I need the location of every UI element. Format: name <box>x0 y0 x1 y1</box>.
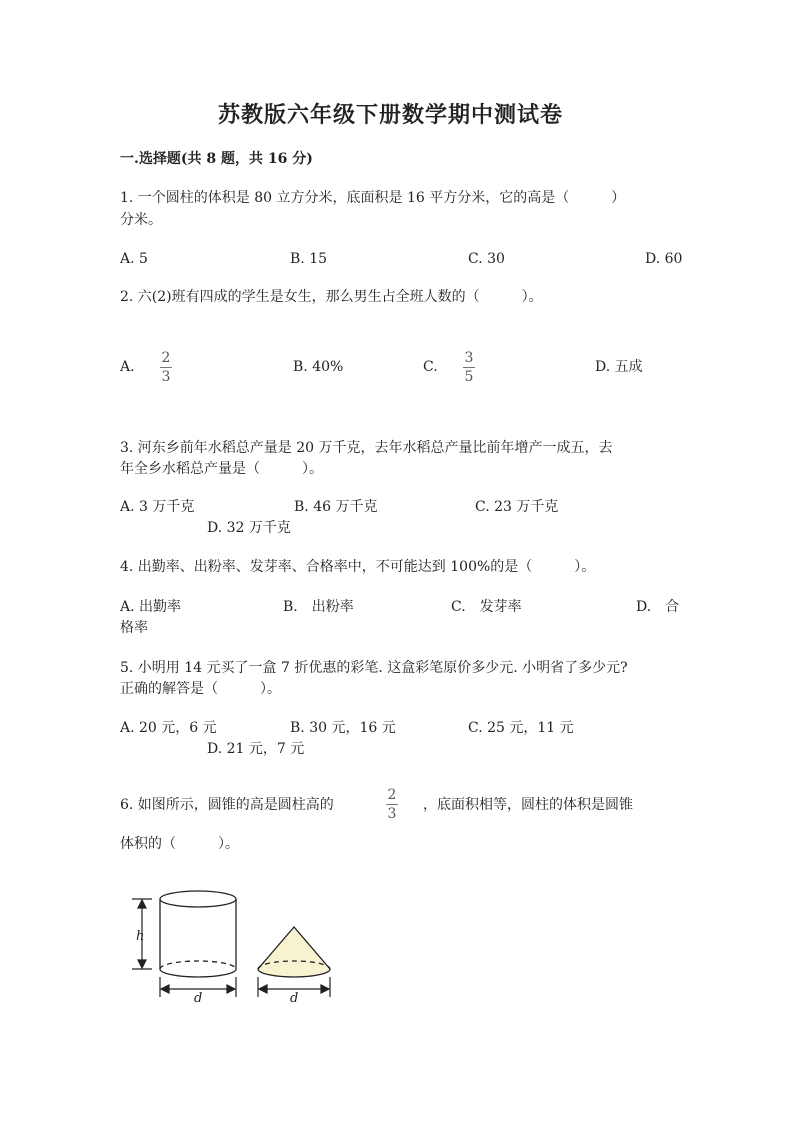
cylinder-drawing <box>160 891 236 977</box>
question-6-line2: 体积的（ ）。 <box>120 836 239 852</box>
fraction-bar <box>160 367 172 368</box>
q3-option-c[interactable]: C. 23 万千克 <box>475 499 559 515</box>
q3-option-b[interactable]: B. 46 万千克 <box>294 499 378 515</box>
q1-option-a[interactable]: A. 5 <box>120 251 148 267</box>
q3-option-d[interactable]: D. 32 万千克 <box>207 520 291 536</box>
q1-option-b[interactable]: B. 15 <box>290 251 328 267</box>
question-3-line2: 年全乡水稻总产量是（ ）。 <box>120 461 323 477</box>
q2-option-b[interactable]: B. 40% <box>293 359 344 375</box>
fraction-bar <box>463 367 475 368</box>
fraction-denominator: 3 <box>387 806 397 822</box>
q6-fraction <box>386 788 398 821</box>
q1-option-c[interactable]: C. 30 <box>468 251 505 267</box>
fraction-numerator: 2 <box>387 787 397 803</box>
fraction-numerator: 2 <box>161 350 171 366</box>
q2-option-a-label[interactable]: A. <box>120 359 135 375</box>
question-1-line1: 1. 一个圆柱的体积是 80 立方分米，底面积是 16 平方分米，它的高是（ ） <box>120 190 626 206</box>
question-5-line2: 正确的解答是（ ）。 <box>120 681 281 697</box>
page-title: 苏教版六年级下册数学期中测试卷 <box>218 102 564 128</box>
question-2-line1: 2. 六(2)班有四成的学生是女生，那么男生占全班人数的（ ）。 <box>120 289 543 305</box>
cylinder-diameter-label: d <box>194 991 203 1006</box>
q2-option-a-fraction[interactable] <box>160 351 172 384</box>
fraction-denominator: 5 <box>464 369 474 385</box>
fraction-numerator: 3 <box>464 350 474 366</box>
section-heading: 一.选择题(共 8 题，共 16 分) <box>120 151 313 167</box>
q5-option-a[interactable]: A. 20 元，6 元 <box>120 720 217 736</box>
q1-option-d[interactable]: D. 60 <box>645 251 683 267</box>
q2-option-c-label[interactable]: C. <box>423 359 438 375</box>
question-3-line1: 3. 河东乡前年水稻总产量是 20 万千克，去年水稻总产量比前年增产一成五，去 <box>120 440 613 456</box>
cylinder-cone-figure <box>120 885 350 1010</box>
question-6-line1-end: ，底面积相等，圆柱的体积是圆锥 <box>423 797 633 813</box>
height-label: h <box>136 929 145 944</box>
q4-option-b[interactable]: B. 出粉率 <box>283 599 354 615</box>
question-4-line1: 4. 出勤率、出粉率、发芽率、合格率中，不可能达到 100%的是（ ）。 <box>120 559 596 575</box>
q4-option-d-wrap[interactable]: 格率 <box>120 620 148 636</box>
question-6-line1-start: 6. 如图所示，圆锥的高是圆柱高的 <box>120 797 334 813</box>
q2-option-d[interactable]: D. 五成 <box>595 359 643 375</box>
q4-option-c[interactable]: C. 发芽率 <box>451 599 522 615</box>
question-5-line1: 5. 小明用 14 元买了一盒 7 折优惠的彩笔. 这盒彩笔原价多少元. 小明省了多少元? <box>120 660 628 676</box>
q3-option-a[interactable]: A. 3 万千克 <box>120 499 195 515</box>
q5-option-b[interactable]: B. 30 元，16 元 <box>290 720 396 736</box>
fraction-bar <box>386 804 398 805</box>
q4-option-a[interactable]: A. 出勤率 <box>120 599 182 615</box>
question-1-line2: 分米。 <box>120 212 162 228</box>
q5-option-d[interactable]: D. 21 元，7 元 <box>207 741 305 757</box>
cone-diameter-label: d <box>290 991 299 1006</box>
q2-option-c-fraction[interactable] <box>463 351 475 384</box>
q4-option-d[interactable]: D. 合 <box>636 599 680 615</box>
q5-option-c[interactable]: C. 25 元，11 元 <box>468 720 574 736</box>
cone-drawing <box>258 927 330 977</box>
fraction-denominator: 3 <box>161 369 171 385</box>
